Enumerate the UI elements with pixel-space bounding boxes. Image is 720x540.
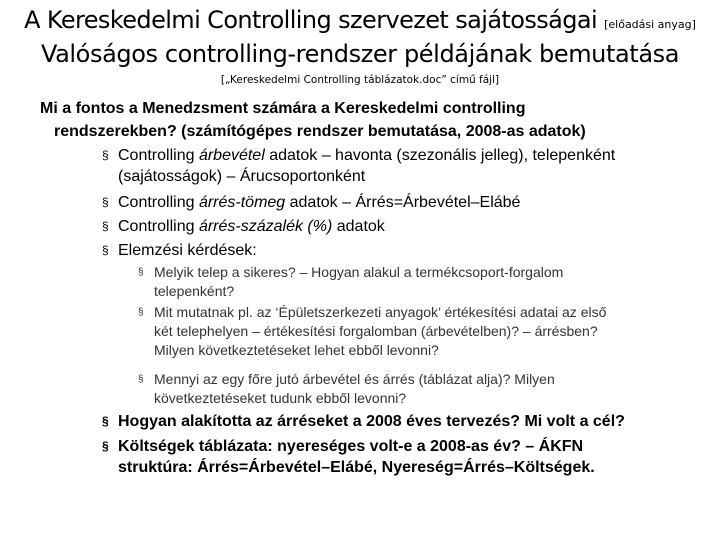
item-text-post: adatok – Árrés=Árbevétel–Elábé bbox=[285, 194, 521, 211]
sub-list-item bbox=[138, 303, 694, 360]
intro-line-2: rendszerekben? (számítógépes rendszer bemutatása, 2008-as adatok) bbox=[54, 123, 586, 140]
slide-subtitle: Valóságos controlling-rendszer példájának bemutatása bbox=[40, 40, 680, 68]
sub-item-line-1: Mit mutatnak pl. az ‘Épületszerkezeti anyagok’ értékesítési adatai az első bbox=[154, 304, 607, 320]
sub-list-item bbox=[138, 263, 694, 301]
bullet-icon: § bbox=[138, 307, 144, 318]
bullet-icon: § bbox=[102, 414, 109, 428]
item-text-em: árrés-tömeg bbox=[198, 194, 286, 211]
item-text: Elemzési kérdések: bbox=[118, 242, 257, 259]
list-item bbox=[102, 192, 718, 213]
list-item-bold bbox=[102, 411, 718, 432]
item-text-pre: Controlling bbox=[118, 218, 199, 235]
bullet-icon: § bbox=[138, 374, 144, 385]
sub-list-item bbox=[138, 370, 694, 408]
intro-line-1: Mi a fontos a Menedzsment számára a Kereskedelmi controlling bbox=[40, 100, 526, 117]
list-item bbox=[102, 216, 718, 237]
title-note: [előadási anyag] bbox=[604, 18, 696, 31]
item-text-pre: Controlling bbox=[118, 147, 199, 164]
bullet-icon: § bbox=[102, 195, 109, 209]
list-item-bold bbox=[102, 436, 718, 478]
item-text-cont: (sajátosságok) – Árucsoportonként bbox=[118, 168, 366, 185]
sub-item-line-2: telepenként? bbox=[154, 283, 235, 299]
bullet-icon: § bbox=[138, 267, 144, 278]
item-text-post: adatok – havonta (szezonális jelleg), telepenként bbox=[264, 147, 616, 164]
sub-item-line-2: két telephelyen – értékesítési forgalomban (árbevételben)? – árrésben? bbox=[154, 323, 598, 339]
sub-item-line-3: Milyen következtetéseket lehet ebből levonni? bbox=[154, 342, 439, 358]
sub-item-line-2: következtetéseket tudunk ebből levonni? bbox=[154, 390, 407, 406]
bullet-icon: § bbox=[102, 219, 109, 233]
item-text-post: adatok bbox=[332, 218, 385, 235]
sub-item-line-1: Mennyi az egy főre jutó árbevétel és árrés (táblázat alja)? Milyen bbox=[154, 371, 555, 387]
item-text-line-2: struktúra: Árrés=Árbevétel–Elábé, Nyereség=Árrés–Költségek. bbox=[118, 459, 595, 476]
file-reference: [„Kereskedelmi Controlling táblázatok.doc” című fájl] bbox=[220, 74, 500, 86]
item-text-em: árrés-százalék (%) bbox=[198, 218, 333, 235]
bullet-icon: § bbox=[102, 148, 109, 162]
bullet-icon: § bbox=[102, 439, 109, 453]
list-item bbox=[102, 240, 718, 261]
slide-title bbox=[0, 6, 720, 34]
item-text: Hogyan alakította az árréseket a 2008 éves tervezés? Mi volt a cél? bbox=[118, 413, 625, 430]
item-text-em: árbevétel bbox=[198, 147, 265, 164]
item-text-pre: Controlling bbox=[118, 194, 199, 211]
sub-item-line-1: Melyik telep a sikeres? – Hogyan alakul a termékcsoport-forgalom bbox=[154, 264, 564, 280]
bullet-icon: § bbox=[102, 243, 109, 257]
slide-title-text: A Kereskedelmi Controlling szervezet sajátosságai bbox=[24, 6, 598, 34]
list-item bbox=[102, 145, 718, 187]
item-text-line-1: Költségek táblázata: nyereséges volt-e a 2008-as év? – ÁKFN bbox=[118, 438, 584, 455]
